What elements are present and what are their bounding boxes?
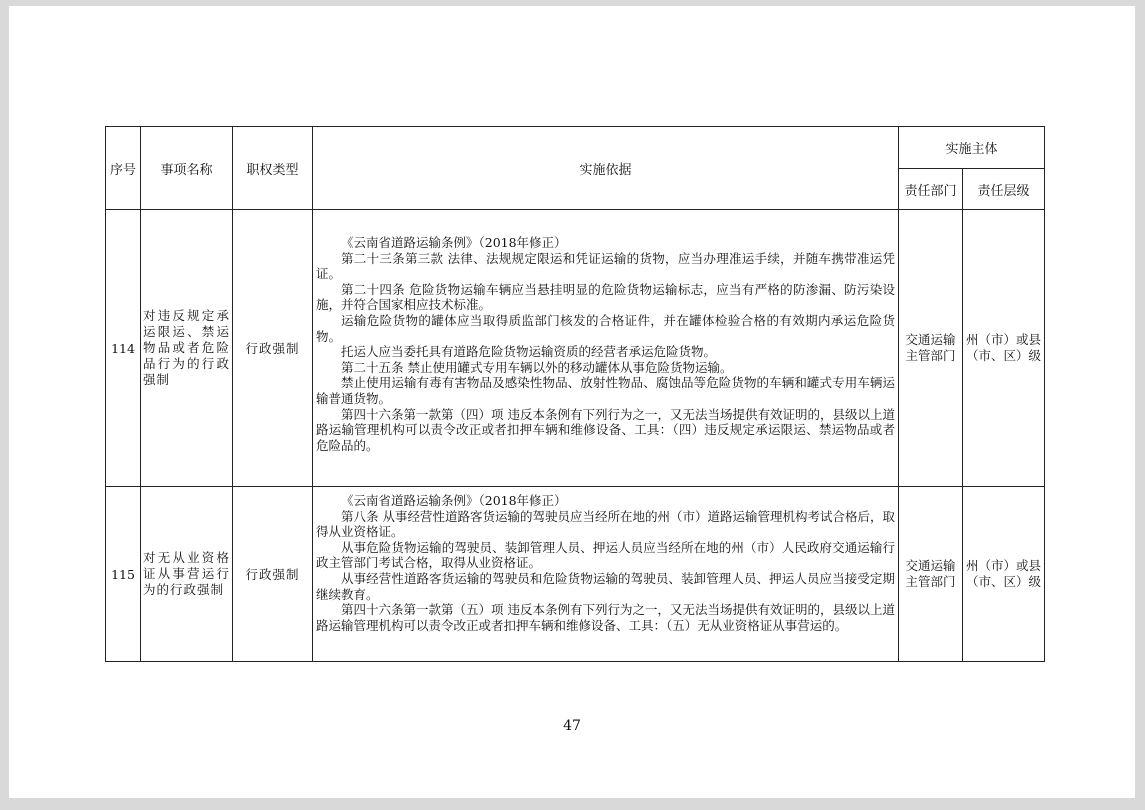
table-row bbox=[106, 487, 1045, 662]
basis-paragraph: 从事危险货物运输的驾驶员、装卸管理人员、押运人员应当经所在地的州（市）人民政府交通运输行政主管部门考试合格，取得从业资格证。 bbox=[316, 539, 895, 571]
basis-paragraph: 第二十四条 危险货物运输车辆应当悬挂明显的危险货物运输标志，应当有严格的防渗漏、防污染设施，并符合国家相应技术标准。 bbox=[316, 281, 895, 313]
basis-paragraph: 第二十五条 禁止使用罐式专用车辆以外的移动罐体从事危险货物运输。 bbox=[341, 359, 733, 375]
row-basis bbox=[313, 210, 899, 487]
basis-paragraph: 第四十六条第一款第（四）项 违反本条例有下列行为之一，又无法当场提供有效证明的，县级以上道路运输管理机构可以责令改正或者扣押车辆和维修设备、工具：（四）违反规定承运限运、禁运物品或者危险品的。 bbox=[316, 406, 895, 453]
header-subject: 实施主体 bbox=[899, 127, 1045, 169]
basis-paragraph: 托运人应当委托具有道路危险货物运输资质的经营者承运危险货物。 bbox=[341, 344, 717, 360]
row-level: 州（市）或县（市、区）级 bbox=[963, 487, 1045, 662]
header-seq: 序号 bbox=[106, 127, 141, 210]
header-level: 责任层级 bbox=[963, 169, 1045, 210]
row-seq: 115 bbox=[106, 487, 141, 662]
header-dept: 责任部门 bbox=[899, 169, 963, 210]
table-row bbox=[106, 210, 1045, 487]
basis-paragraph: 第四十六条第一款第（五）项 违反本条例有下列行为之一，又无法当场提供有效证明的，县级以上道路运输管理机构可以责令改正或者扣押车辆和维修设备、工具：（五）无从业资格证从事营运的。 bbox=[316, 602, 895, 633]
basis-paragraph: 第八条 从事经营性道路客货运输的驾驶员应当经所在地的州（市）道路运输管理机构考试合格后，取得从业资格证。 bbox=[316, 508, 895, 540]
basis-paragraph: 第二十三条第三款 法律、法规规定限运和凭证运输的货物，应当办理准运手续，并随车携带准运凭证。 bbox=[316, 250, 895, 282]
row-level: 州（市）或县（市、区）级 bbox=[963, 210, 1045, 487]
basis-paragraph: 《云南省道路运输条例》（2018年修正） bbox=[341, 235, 567, 250]
row-basis bbox=[313, 487, 899, 662]
row-dept: 交通运输主管部门 bbox=[899, 487, 963, 662]
row-seq: 114 bbox=[106, 210, 141, 487]
basis-paragraph: 运输危险货物的罐体应当取得质监部门核发的合格证件，并在罐体检验合格的有效期内承运危险货物。 bbox=[316, 312, 895, 344]
header-item-name: 事项名称 bbox=[141, 127, 233, 210]
header-power-type: 职权类型 bbox=[233, 127, 313, 210]
administrative-power-table bbox=[105, 126, 1045, 662]
row-dept: 交通运输主管部门 bbox=[899, 210, 963, 487]
row-power-type: 行政强制 bbox=[233, 210, 313, 487]
row-item-name: 对违反规定承运限运、禁运物品或者危险品行为的行政强制 bbox=[141, 210, 233, 487]
header-basis: 实施依据 bbox=[313, 127, 899, 210]
document-page bbox=[9, 6, 1135, 798]
basis-paragraph: 从事经营性道路客货运输的驾驶员和危险货物运输的驾驶员、装卸管理人员、押运人员应当接受定期继续教育。 bbox=[316, 570, 895, 602]
row-item-name: 对无从业资格证从事营运行为的行政强制 bbox=[141, 487, 233, 662]
basis-paragraph: 《云南省道路运输条例》（2018年修正） bbox=[341, 493, 567, 508]
row-power-type: 行政强制 bbox=[233, 487, 313, 662]
basis-paragraph: 禁止使用运输有毒有害物品及感染性物品、放射性物品、腐蚀品等危险货物的车辆和罐式专用车辆运输普通货物。 bbox=[316, 375, 895, 406]
page-number: 47 bbox=[563, 718, 581, 734]
